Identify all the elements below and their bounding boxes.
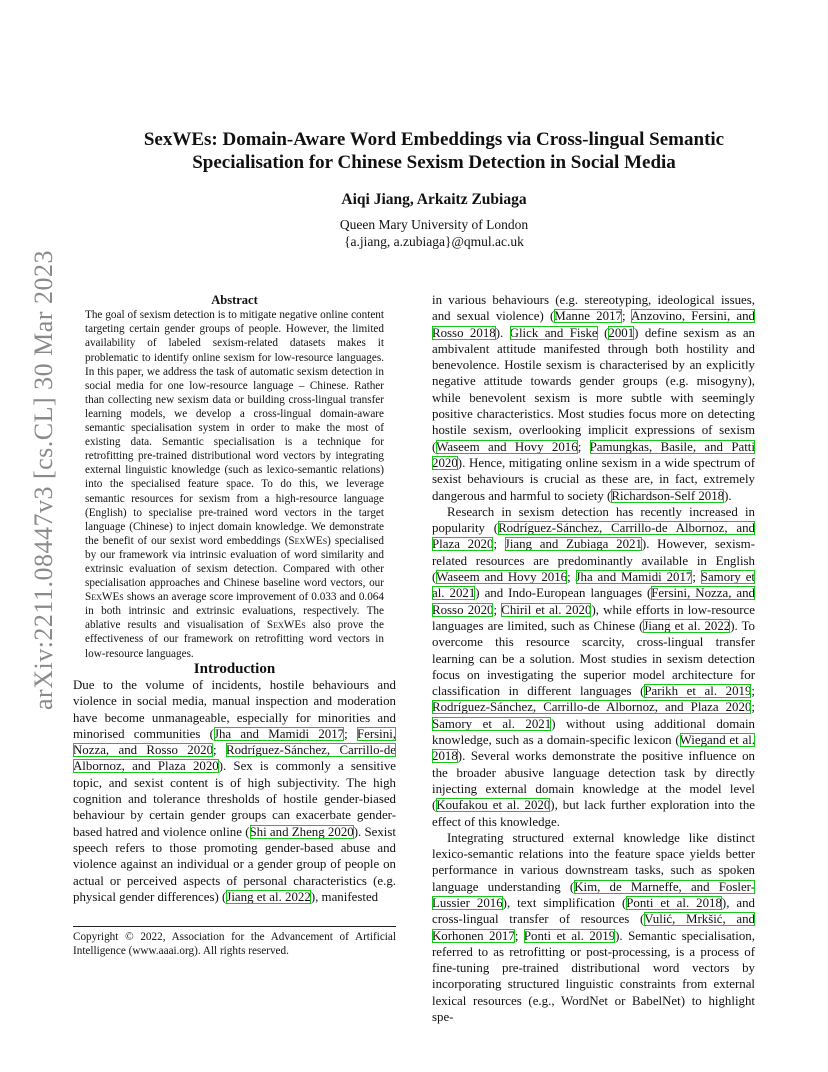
abstract-heading: Abstract	[211, 293, 258, 307]
citation-link[interactable]: Rodríguez-Sánchez, Carrillo-de Albornoz, and Plaza 2020	[432, 521, 755, 552]
text-run: ;	[213, 743, 226, 758]
text-run: ;	[621, 309, 631, 324]
abstract-part: ) specialised by our framework via intrinsic evaluation of word similarity and extrinsic evaluation of sexism detection. Compared with other specialisation approaches and Chinese baseline word vectors, our	[85, 534, 384, 590]
citation-link[interactable]: Jha and Mamidi 2017	[575, 570, 693, 585]
text-run: ) and Indo-European languages (	[475, 586, 652, 601]
text-run: ), manifested	[310, 889, 379, 904]
text-run: ). To overcome this resource scarcity, cross-lingual transfer learning can be a solution. Most studies in sexism detection focus on investigating the superior model architecture for classification in different languages (	[432, 618, 755, 699]
paper-title	[100, 128, 768, 174]
text-run: ;	[493, 602, 502, 617]
intro-paragraph-3	[432, 830, 755, 1026]
sexwes-term: SexWEs	[266, 619, 306, 632]
sexwes-term: SexWEs	[85, 591, 124, 604]
text-run: ) without using additional domain knowledge, such as a domain-specific lexicon (	[432, 716, 755, 748]
abstract-part: shows an average score improvement of 0.033 and 0.064 in both intrinsic and extrinsic evaluations, respectively. The ablative results and visualisation of	[85, 591, 384, 632]
intro-paragraph-2	[432, 504, 755, 830]
citation-link[interactable]: Ponti et al. 2018	[626, 895, 722, 910]
arxiv-sidebar	[0, 0, 70, 1072]
citation-link[interactable]: 2001	[608, 325, 635, 340]
abstract-part: The goal of sexism detection is to mitigate negative online content targeting certain gender groups of people. However, the limited availability of labeled sexism-related datasets makes it problematic to identify online sexism for low-resource languages. In this paper, we address the task of automatic sexism detection in social media for one low-resource language – Chinese. Rather than collecting new sexism data or building cross-lingual transfer learning models, we develop a cross-lingual domain-aware semantic specialisation system in order to make the most of existing data. Semantic specialisation is a technique for retrofitting pre-trained distributional word vectors by integrating external linguistic knowledge (such as lexico-semantic relations) into the specialised feature space. To do this, we leverage semantic resources for sexism from a high-resource language (English) to specialise pre-trained word vectors in the target language (Chinese) to inject domain knowledge. We demonstrate the benefit of our sexist word embeddings (	[85, 309, 384, 547]
text-run: ;	[577, 439, 590, 454]
text-run: Research in sexism detection has recently increased in popularity (	[432, 504, 755, 536]
text-run: Due to the volume of incidents, hostile behaviours and violence in social media, manual inspection and moderation have become unmanageable, especially for minorities and minorised communities (	[73, 677, 396, 741]
text-run: ).	[724, 488, 732, 503]
citation-link[interactable]: Rodríguez-Sánchez, Carrillo-de Albornoz, and Plaza 2020	[432, 700, 752, 715]
citation-link[interactable]: Glick and Fiske	[509, 325, 598, 340]
text-run: ). Semantic specialisation, referred to as retrofitting or post-processing, is a process of fine-tuning pre-trained distributional word vectors by incorporating structured linguistic constraints from external lexical resources (e.g., WordNet or BabelNet) to highlight spe-	[432, 928, 755, 1025]
intro-paragraph-1-cont	[432, 292, 755, 504]
text-run: ), text simplification (	[502, 895, 627, 910]
sexwes-term: SexWEs	[288, 534, 328, 547]
text-run: ;	[692, 570, 701, 585]
citation-link[interactable]: Richardson-Self 2018	[611, 488, 725, 503]
citation-link[interactable]: Jiang et al. 2022	[643, 618, 731, 633]
citation-link[interactable]: Samory et al. 2021	[432, 716, 552, 731]
arxiv-identifier: arXiv:2211.08447v3 [cs.CL] 30 Mar 2023	[29, 250, 58, 710]
citation-link[interactable]: Kim, de Marneffe, and Fosler-Lussier 2016	[432, 879, 755, 910]
text-run: ), and cross-lingual transfer of resources (	[432, 895, 755, 927]
text-run: ). Sex is commonly a sensitive topic, and sexist content is of high subjectivity. The high cognition and tolerance thresholds of hostile gender-biased behaviour by certain gender groups can exacerbate gender-based hatred and violence online (	[73, 759, 396, 839]
text-run: ). However, sexism-related resources are predominantly available in English (	[432, 537, 755, 585]
copyright-footnote: Copyright © 2022, Association for the Advancement of Artificial Intelligence (www.aaai.org). All rights reserved.	[73, 926, 396, 958]
citation-link[interactable]: Fersini, Nozza, and Rosso 2020	[73, 726, 396, 758]
citation-link[interactable]: Ponti et al. 2019	[523, 928, 616, 943]
text-run: ;	[344, 726, 357, 741]
citation-link[interactable]: Parikh et al. 2019	[644, 684, 752, 699]
citation-link[interactable]: Anzovino, Fersini, and Rosso 2018	[432, 309, 755, 340]
citation-link[interactable]: Koufakou et al. 2020	[436, 798, 551, 813]
text-run: ), but lack further exploration into the effect of this knowledge.	[432, 798, 756, 829]
text-run: ).	[495, 325, 510, 340]
title-line-2: Specialisation for Chinese Sexism Detection in Social Media	[192, 152, 676, 173]
citation-link[interactable]: Waseem and Hovy 2016	[436, 570, 568, 585]
text-run: ;	[493, 537, 505, 552]
text-run: ;	[514, 928, 524, 943]
citation-link[interactable]: Chiril et al. 2020	[501, 602, 592, 617]
intro-paragraph-1	[73, 677, 396, 905]
citation-link[interactable]: Manne 2017	[554, 309, 622, 324]
introduction-heading: Introduction	[193, 660, 276, 677]
citation-link[interactable]: Jiang et al. 2022	[226, 889, 311, 904]
text-run: ) define sexism as an ambivalent attitude manifested through both hostility and benevolence. Hostile sexism is characterised by an explicitly negative attitude towards gender groups (e.g. misogyny), while benevolent sexism is more subtle with seemingly positive characteristics. Most studies focus more on detecting hostile sexism, overlooking implicit expressions of sexism (	[432, 325, 756, 454]
citation-link[interactable]: Jha and Mamidi 2017	[213, 726, 345, 741]
abstract-text	[73, 308, 396, 660]
right-column	[432, 292, 755, 1025]
affiliation-name: Queen Mary University of London	[339, 217, 529, 232]
citation-link[interactable]: Shi and Zheng 2020	[249, 824, 354, 839]
citation-link[interactable]: Wiegand et al. 2018	[432, 733, 755, 764]
abstract-part: also prove the effectiveness of our framework on retrofitting word vectors in low-resource languages.	[85, 619, 384, 660]
text-run: (	[597, 325, 609, 340]
citation-link[interactable]: Pamungkas, Basile, and Patti 2020	[432, 439, 755, 470]
author-affiliation	[100, 216, 768, 250]
text-run: ). Hence, mitigating online sexism in a wide spectrum of sexist behaviours is crucial as these are, in fact, extremely dangerous and harmful to society (	[432, 455, 755, 503]
citation-link[interactable]: Fersini, Nozza, and Rosso 2020	[432, 586, 756, 617]
text-run: ), while efforts in low-resource languages are limited, such as Chinese (	[432, 602, 756, 633]
citation-link[interactable]: Rodríguez-Sánchez, Carrillo-de Albornoz, and Plaza 2020	[73, 743, 397, 774]
citation-link[interactable]: Samory et al. 2021	[432, 570, 755, 601]
text-run: ). Sexist speech refers to those promoting gender-based abuse and violence against an individual or a gender group of people on actual or perceived aspects of personal characteristics (e.g. physical gender differences) (	[73, 824, 396, 904]
text-run: in various behaviours (e.g. stereotyping, ideological issues, and sexual violence) (	[432, 293, 755, 324]
left-column	[73, 292, 396, 905]
text-run: ;	[751, 684, 756, 699]
text-run: ;	[567, 570, 576, 585]
text-run: Integrating structured external knowledge like distinct lexico-semantic relations into the feature space yields better performance in various downstream tasks, such as spoken language understanding (	[432, 830, 755, 894]
paper-authors: Aiqi Jiang, Arkaitz Zubiaga	[341, 191, 527, 208]
author-emails: {a.jiang, a.zubiaga}@qmul.ac.uk	[344, 234, 524, 249]
citation-link[interactable]: Vulić, Mrkšić, and Korhonen 2017	[432, 912, 756, 943]
citation-link[interactable]: Waseem and Hovy 2016	[436, 439, 578, 454]
title-line-1: SexWEs: Domain-Aware Word Embeddings via Cross-lingual Semantic	[143, 129, 725, 150]
citation-link[interactable]: Jiang and Zubiaga 2021	[504, 537, 642, 552]
text-run: ). Several works demonstrate the positive influence on the broader abusive language detection task by directly injecting external domain knowledge at the model level (	[432, 749, 755, 813]
text-run: ;	[751, 700, 755, 715]
